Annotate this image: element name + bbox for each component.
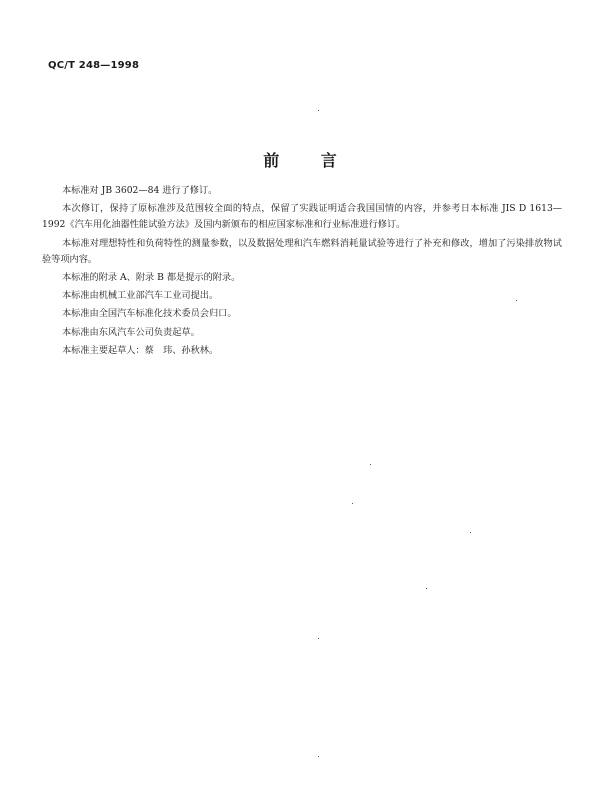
foreword-body [42,183,562,361]
paragraph-scope: 本次修订，保持了原标准涉及范围较全面的特点，保留了实践证明适合我国国情的内容，并参考日本标准 JIS D 1613—1992《汽车用化油器性能试验方法》及国内新颁布的相应国家标准和行业标准进行修订。 [42,203,562,231]
scan-speck [516,300,517,301]
scan-speck [470,532,471,533]
scan-speck [370,464,371,465]
scan-speck [318,638,319,639]
paragraph-proposed-by: 本标准由机械工业部汽车工业司提出。 [62,290,219,302]
scan-speck [318,110,319,111]
scan-speck [426,588,427,589]
paragraph-drafters: 本标准主要起草人：蔡 玮、孙秋林。 [62,344,219,356]
scan-speck [352,503,353,504]
page-title: 前 言 [263,151,355,170]
paragraph-appendix: 本标准的附录 A、附录 B 都是提示的附录。 [62,272,241,284]
paragraph-drafted-by: 本标准由东风汽车公司负责起草。 [62,326,200,338]
scan-speck [318,756,319,757]
paragraph-centralized-by: 本标准由全国汽车标准化技术委员会归口。 [62,308,237,320]
paragraph-revision: 本标准对 JB 3602—84 进行了修订。 [62,185,218,196]
paragraph-supplement: 本标准对理想特性和负荷特性的测量参数，以及数据处理和汽车燃料消耗量试验等进行了补充和修改，增加了污染排放物试验等项内容。 [42,237,562,265]
standard-code: QC/T 248—1998 [48,60,140,71]
